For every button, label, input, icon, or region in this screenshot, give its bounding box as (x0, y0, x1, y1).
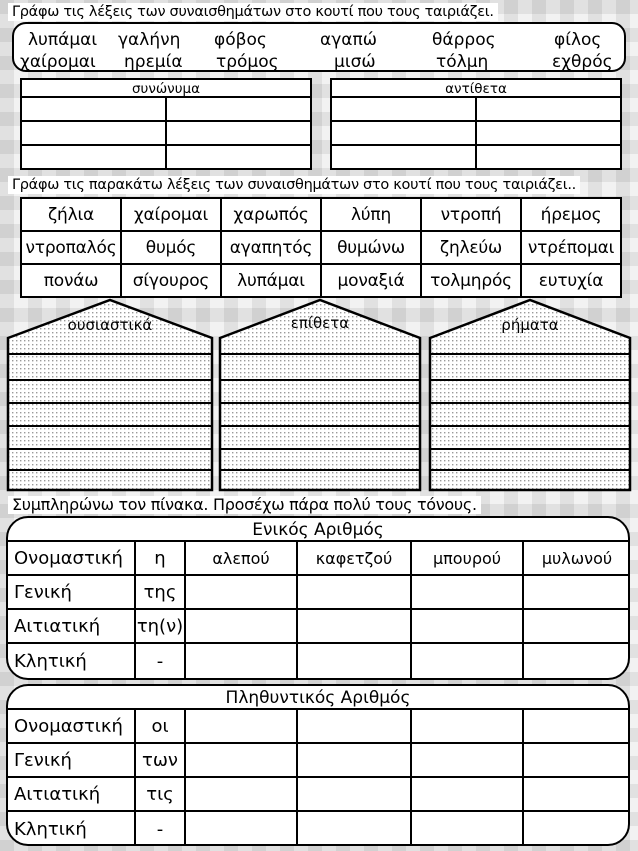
word: λυπάμαι (28, 30, 98, 50)
article-cell: - (136, 644, 186, 678)
answer-cell[interactable] (186, 610, 298, 642)
plural-title: Πληθυντικός Αριθμός (8, 686, 628, 710)
word: τόλμη (436, 52, 489, 72)
word-cell: ευτυχία (521, 264, 621, 297)
answer-cell[interactable] (412, 812, 524, 846)
noun-header: μπουρού (412, 542, 524, 574)
answer-cell[interactable] (524, 778, 630, 810)
answer-cell[interactable] (186, 778, 298, 810)
answer-cell[interactable] (412, 778, 524, 810)
table-row (8, 744, 628, 778)
instruction-3: Συμπληρώνω τον πίνακα. Προσέχω πάρα πολύ τους τόνους. (8, 496, 481, 514)
article-cell: τις (136, 778, 186, 810)
table-row (8, 644, 628, 678)
house-label-verbs: ρήματα (501, 316, 559, 334)
word-cell: ντροπαλός (21, 231, 121, 264)
answer-cell[interactable] (412, 610, 524, 642)
synonyms-title: συνώνυμα (22, 80, 310, 98)
instruction-1: Γράφω τις λέξεις των συναισθημάτων στο κουτί που τους ταιριάζει. (8, 3, 498, 21)
word: γαλήνη (118, 30, 181, 50)
answer-cell[interactable] (412, 644, 524, 678)
answer-cell[interactable] (186, 812, 298, 846)
answer-cell[interactable] (524, 812, 630, 846)
word-cell: πονάω (21, 264, 121, 297)
answer-cell[interactable] (298, 610, 412, 642)
answer-cell[interactable] (186, 744, 298, 776)
table-row (8, 576, 628, 610)
answer-cell[interactable] (186, 576, 298, 608)
table-row (8, 542, 628, 576)
answer-cell[interactable] (186, 710, 298, 742)
article-cell: τη(ν) (136, 610, 186, 642)
case-label: Ονομαστική (8, 710, 136, 742)
article-cell: των (136, 744, 186, 776)
singular-title: Ενικός Αριθμός (8, 518, 628, 542)
table-row (8, 778, 628, 812)
word-cell: θυμός (121, 231, 221, 264)
answer-cell[interactable] (298, 710, 412, 742)
case-label: Αιτιατική (8, 610, 136, 642)
noun-header: μυλωνού (541, 548, 613, 568)
word-cell: ήρεμος (521, 198, 621, 231)
singular-table (6, 516, 630, 680)
word: φόβος (214, 30, 267, 50)
word: αγαπώ (320, 30, 377, 50)
answer-cell[interactable] (298, 744, 412, 776)
answer-cell[interactable] (186, 644, 298, 678)
answer-cell[interactable] (524, 744, 630, 776)
answer-cell[interactable] (524, 710, 630, 742)
word-cell: ντροπή (421, 198, 521, 231)
answer-cell[interactable] (298, 812, 412, 846)
word-cell: ντρέπομαι (521, 231, 621, 264)
case-label: Κλητική (8, 644, 136, 678)
article-cell: - (136, 812, 186, 846)
house-label-nouns: ουσιαστικά (67, 316, 153, 334)
article-cell: οι (136, 710, 186, 742)
table-row (8, 610, 628, 644)
house-label-adjectives: επίθετα (290, 314, 350, 332)
word: τρόμος (216, 52, 279, 72)
answer-cell[interactable] (412, 744, 524, 776)
word-cell: σίγουρος (121, 264, 221, 297)
word-cell: ζηλεύω (421, 231, 521, 264)
answer-cell[interactable] (412, 710, 524, 742)
instruction-2: Γράφω τις παρακάτω λέξεις των συναισθημάτων στο κουτί που τους ταιριάζει.. (8, 176, 580, 194)
case-label: Αιτιατική (8, 778, 136, 810)
article-cell: η (136, 542, 186, 574)
answer-cell[interactable] (524, 644, 630, 678)
antonyms-title: αντίθετα (332, 80, 620, 98)
word: θάρρος (432, 30, 496, 50)
noun-header: αλεπού (186, 542, 298, 574)
word: εχθρός (552, 52, 613, 72)
article-cell: της (136, 576, 186, 608)
noun-header: καφετζού (298, 542, 412, 574)
answer-cell[interactable] (298, 778, 412, 810)
answer-cell[interactable] (524, 576, 630, 608)
word-cell: θυμώνω (321, 231, 421, 264)
word-cell: τολμηρός (421, 264, 521, 297)
word: μισώ (334, 52, 376, 72)
word-cell: ζήλια (21, 198, 121, 231)
plural-table (6, 684, 630, 846)
word-cell: λυπάμαι (221, 264, 321, 297)
case-label: Ονομαστική (8, 542, 136, 574)
word-cell: μοναξιά (321, 264, 421, 297)
answer-cell[interactable] (524, 610, 630, 642)
case-label: Κλητική (8, 812, 136, 846)
word-cell: χαίρομαι (121, 198, 221, 231)
answer-cell[interactable] (298, 644, 412, 678)
answer-cell[interactable] (298, 576, 412, 608)
word-cell: χαρωπός (221, 198, 321, 231)
case-label: Γενική (8, 744, 136, 776)
table-row (8, 812, 628, 846)
word: ηρεμία (124, 52, 183, 72)
word: φίλος (554, 30, 602, 50)
word: χαίρομαι (20, 52, 96, 72)
answer-cell[interactable] (412, 576, 524, 608)
word-cell: αγαπητός (221, 231, 321, 264)
word-cell: λύπη (321, 198, 421, 231)
case-label: Γενική (8, 576, 136, 608)
table-row (8, 710, 628, 744)
